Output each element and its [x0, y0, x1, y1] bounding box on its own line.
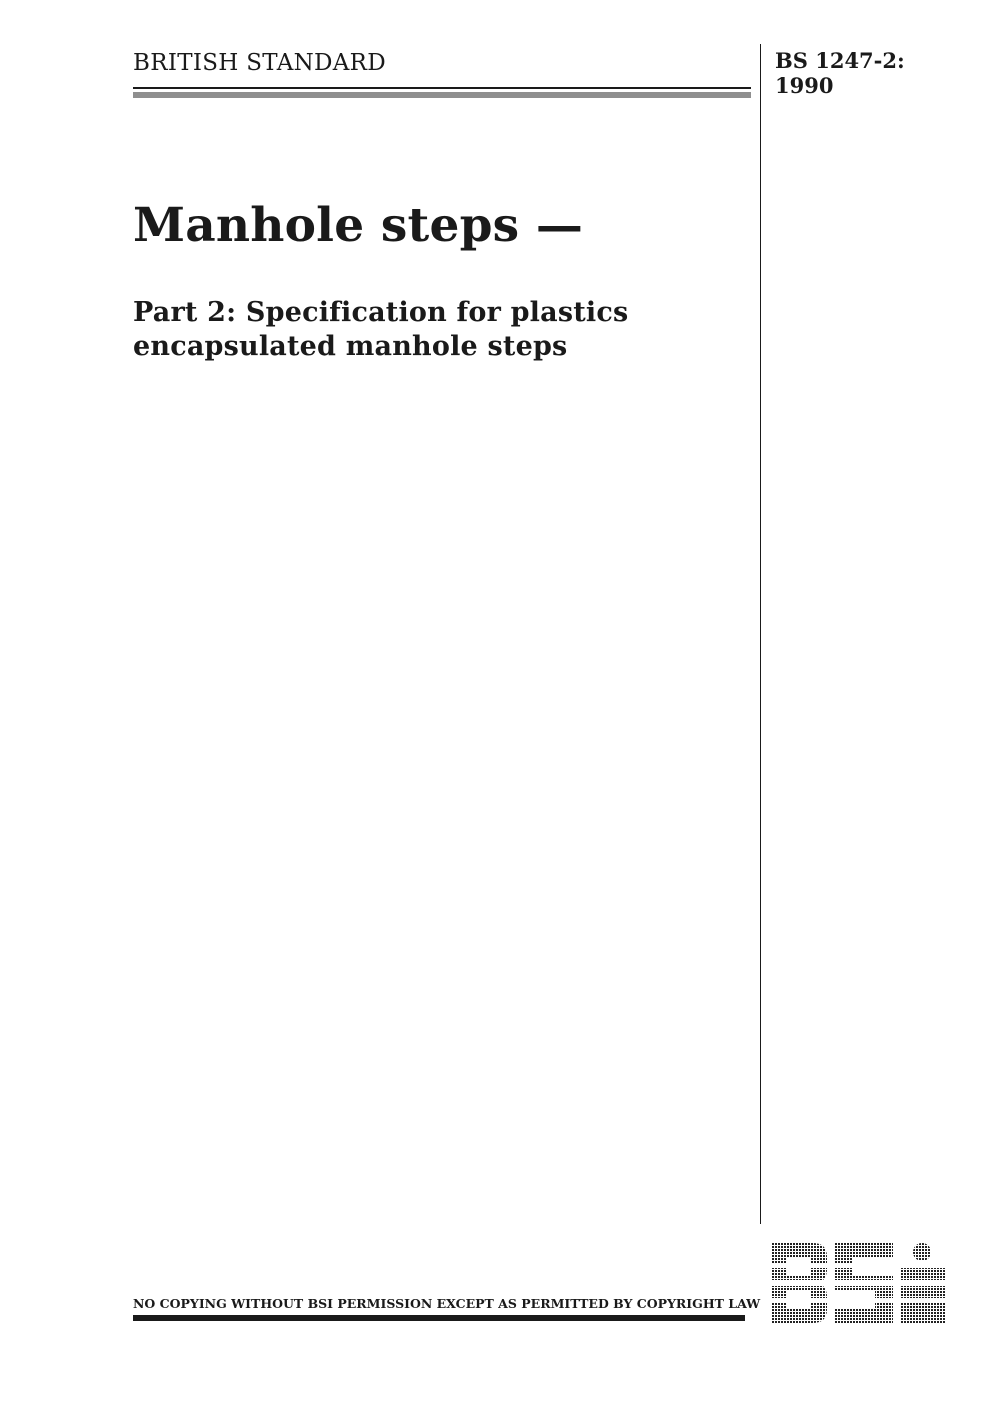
part-title	[133, 296, 733, 364]
standard-number-code: BS 1247-2:	[775, 48, 905, 73]
footer-rule	[133, 1315, 745, 1321]
copyright-notice: NO COPYING WITHOUT BSI PERMISSION EXCEPT AS PERMITTED BY COPYRIGHT LAW	[133, 1296, 761, 1311]
header-rule-thin	[133, 87, 751, 89]
part-title-line-1: Part 2: Specification for plastics	[133, 297, 629, 328]
margin-divider	[760, 44, 761, 1224]
standard-number-year: 1990	[775, 73, 834, 98]
document-title: Manhole steps —	[133, 198, 584, 253]
standard-number	[775, 48, 905, 98]
bsi-logo	[769, 1243, 945, 1323]
header-rule-thick	[133, 92, 751, 98]
series-label: BRITISH STANDARD	[133, 50, 387, 76]
part-title-line-2: encapsulated manhole steps	[133, 331, 568, 362]
